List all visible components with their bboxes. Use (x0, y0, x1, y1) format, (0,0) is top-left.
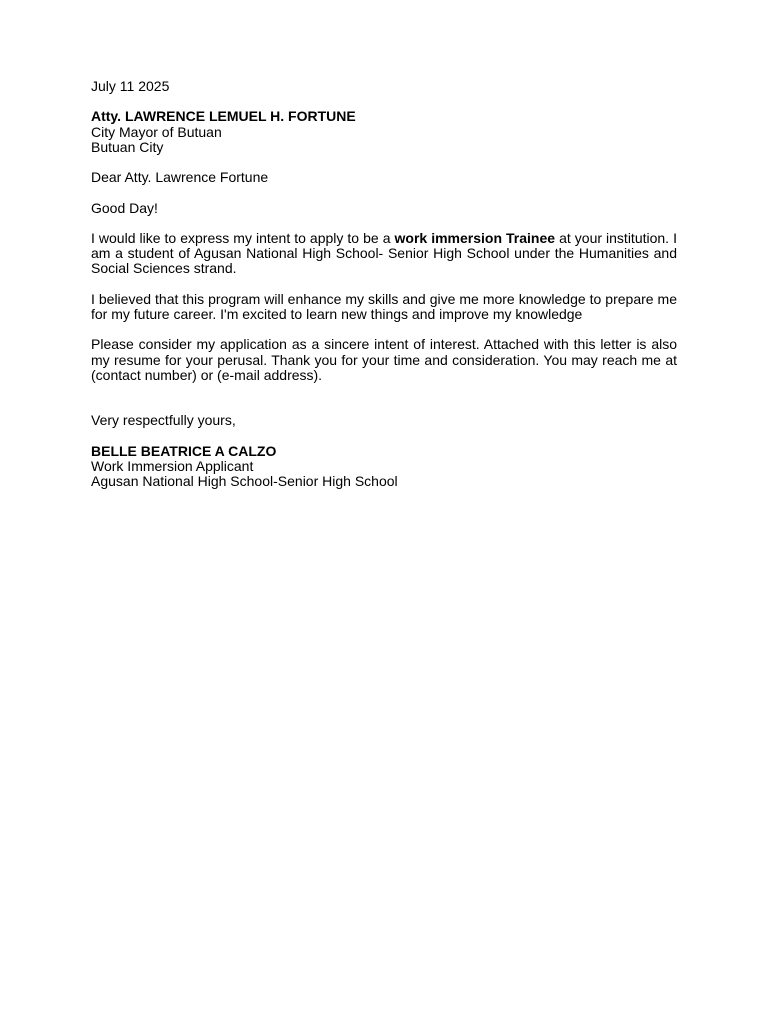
recipient-city: Butuan City (91, 138, 164, 155)
signature-block (91, 444, 677, 490)
letter-page (91, 79, 677, 489)
recipient-name: Atty. LAWRENCE LEMUEL H. FORTUNE (91, 108, 356, 125)
body-paragraph-1 (91, 231, 677, 277)
spacer (91, 429, 677, 444)
closing: Very respectfully yours, (91, 412, 236, 429)
spacer (91, 322, 677, 337)
spacer (91, 94, 677, 109)
signature-name: BELLE BEATRICE A CALZO (91, 442, 277, 459)
spacer (91, 383, 677, 413)
body-paragraph-3: Please consider my application as a sincere intent of interest. Attached with this letter is also my resume for your perusal. Thank you for your time and consideration. You may reach me at (contact number) or (e-mail address). (91, 336, 677, 383)
paragraph-1-emphasis: work immersion Trainee (394, 229, 556, 246)
paragraph-1-text-start: I would like to express my intent to apply to be a (91, 229, 395, 246)
spacer (91, 155, 677, 170)
spacer (91, 185, 677, 200)
signature-role: Work Immersion Applicant (91, 457, 254, 474)
greeting: Good Day! (91, 199, 158, 216)
spacer (91, 216, 677, 231)
recipient-title: City Mayor of Butuan (91, 123, 222, 140)
letter-date: July 11 2025 (91, 78, 170, 94)
recipient-block (91, 109, 677, 155)
signature-school: Agusan National High School-Senior High School (91, 473, 398, 490)
spacer (91, 277, 677, 292)
salutation: Dear Atty. Lawrence Fortune (91, 169, 269, 186)
paragraph-1-text-end: at your institution. I am a student of Agusan National High School- Senior High School under the Humanities and Social Sciences strand. (91, 229, 677, 277)
body-paragraph-2: I believed that this program will enhance my skills and give me more knowledge to prepare me for my future career. I'm excited to learn new things and improve my knowledge (91, 290, 677, 322)
